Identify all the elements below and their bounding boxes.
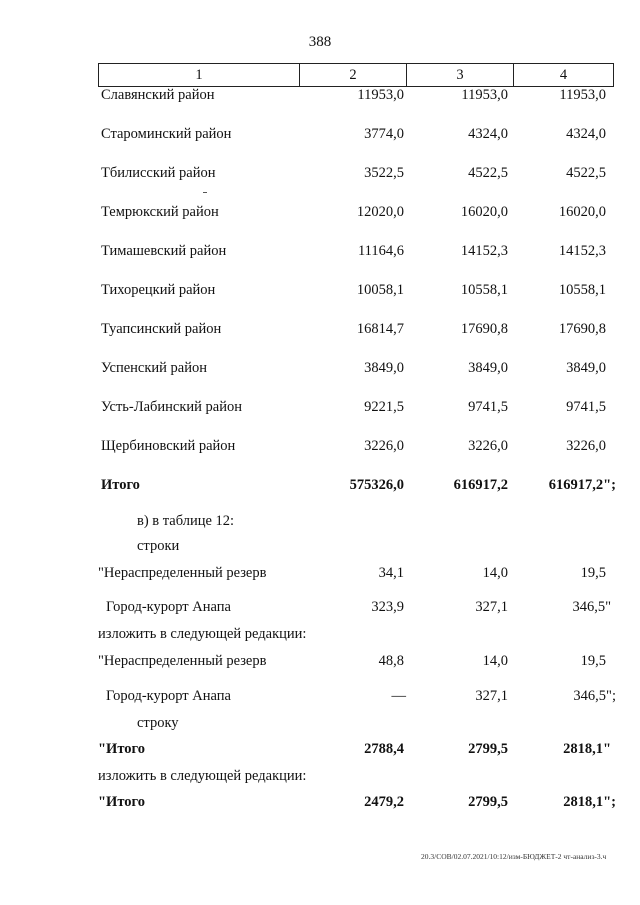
value-col-3: 14,0 [482, 653, 508, 669]
value-col-2: 11164,6 [357, 243, 404, 259]
value-col-4: 9741,5 [566, 399, 606, 415]
district-name: Тбилисский район [101, 165, 216, 181]
value-col-2: 3774,0 [364, 126, 404, 142]
total-label: "Итого [98, 741, 145, 757]
value-col-3: 3226,0 [468, 438, 508, 454]
table-row [0, 87, 640, 107]
district-name: Тихорецкий район [101, 282, 216, 298]
value-col-4: 19,5 [580, 565, 606, 581]
value-col-4: 4522,5 [566, 165, 606, 181]
table-row [0, 282, 640, 302]
row-name: "Нераспределенный резерв [98, 653, 267, 669]
value-col-2: 3522,5 [364, 165, 404, 181]
restate-note-2: изложить в следующей редакции: [98, 768, 307, 784]
value-col-2: 3226,0 [364, 438, 404, 454]
value-col-2: 34,1 [378, 565, 404, 581]
value-col-4: 17690,8 [558, 321, 606, 337]
table-row [0, 399, 640, 419]
value-col-4: 4324,0 [566, 126, 606, 142]
total-row [0, 477, 640, 497]
value-col-2: 10058,1 [356, 282, 404, 298]
value-col-2: 48,8 [378, 653, 404, 669]
value-col-3: 9741,5 [468, 399, 508, 415]
total-col-2: 575326,0 [349, 477, 404, 493]
value-col-3: 327,1 [475, 688, 508, 704]
value-col-4: 2818,1" [563, 741, 611, 757]
old-total-row [0, 741, 640, 761]
value-col-3: 11953,0 [461, 87, 508, 103]
value-col-2: — [391, 688, 406, 704]
header-col-3: 3 [407, 64, 514, 86]
table-header [98, 63, 614, 87]
row-name: Город-курорт Анапа [106, 599, 231, 615]
old-row-reserve [0, 565, 640, 585]
value-col-4: 14152,3 [558, 243, 606, 259]
header-col-4: 4 [559, 67, 568, 83]
value-col-2: 11953,0 [357, 87, 404, 103]
value-col-4: 346,5"; [573, 688, 616, 704]
district-name: Тимашевский район [101, 243, 227, 259]
value-col-2: 2788,4 [364, 741, 404, 757]
value-col-3: 16020,0 [460, 204, 508, 220]
value-col-4: 10558,1 [558, 282, 606, 298]
value-col-2: 9221,5 [364, 399, 404, 415]
table-row [0, 438, 640, 458]
value-col-4: 346,5" [572, 599, 611, 615]
value-col-3: 3849,0 [468, 360, 508, 376]
new-total-row [0, 794, 640, 814]
value-col-3: 10558,1 [460, 282, 508, 298]
value-col-3: 2799,5 [468, 741, 508, 757]
string-label: строку [137, 715, 179, 731]
row-name: Город-курорт Анапа [106, 688, 231, 704]
row-name: "Нераспределенный резерв [98, 565, 267, 581]
table-row [0, 321, 640, 341]
value-col-4: 3226,0 [566, 438, 606, 454]
value-col-3: 4324,0 [468, 126, 508, 142]
new-row-anapa [0, 688, 640, 708]
total-col-4: 616917,2"; [548, 477, 616, 493]
value-col-3: 14,0 [482, 565, 508, 581]
section-c-heading: в) в таблице 12: [137, 513, 235, 529]
value-col-4: 16020,0 [558, 204, 606, 220]
footer-reference: 20.3/СОВ/02.07.2021/10:12/изм-БЮДЖЕТ-2 чт-анализ-3.ч [421, 852, 607, 861]
header-col-2: 2 [300, 64, 407, 86]
table-row [0, 360, 640, 380]
value-col-2: 323,9 [371, 599, 404, 615]
total-label: "Итого [98, 794, 145, 810]
table-row [0, 204, 640, 224]
table-row [0, 126, 640, 146]
value-col-4: 3849,0 [566, 360, 606, 376]
district-name: Усть-Лабинский район [101, 399, 242, 415]
table-row [0, 243, 640, 263]
value-col-2: 3849,0 [364, 360, 404, 376]
value-col-3: 2799,5 [468, 794, 508, 810]
old-row-anapa [0, 599, 640, 619]
value-col-2: 16814,7 [356, 321, 404, 337]
total-label: Итого [101, 477, 140, 493]
value-col-3: 14152,3 [460, 243, 508, 259]
new-row-reserve [0, 653, 640, 673]
value-col-4: 2818,1"; [563, 794, 616, 810]
value-col-4: 19,5 [580, 653, 606, 669]
value-col-3: 327,1 [475, 599, 508, 615]
district-name: Успенский район [101, 360, 207, 376]
value-col-3: 17690,8 [460, 321, 508, 337]
district-name: Славянский район [101, 87, 215, 103]
value-col-2: 12020,0 [356, 204, 404, 220]
district-name: Туапсинский район [101, 321, 222, 337]
value-col-2: 2479,2 [364, 794, 404, 810]
value-col-4: 11953,0 [559, 87, 606, 103]
strings-label: строки [137, 538, 180, 554]
header-col-1: 1 [99, 64, 300, 86]
value-col-3: 4522,5 [468, 165, 508, 181]
table-row [0, 165, 640, 185]
restate-note-1: изложить в следующей редакции: [98, 626, 307, 642]
district-name: Щербиновский район [101, 438, 236, 454]
total-col-3: 616917,2 [453, 477, 508, 493]
page-number: 388 [308, 34, 332, 50]
district-name: Темрюкский район [101, 204, 219, 220]
scan-speck [203, 192, 207, 193]
district-name: Староминский район [101, 126, 232, 142]
